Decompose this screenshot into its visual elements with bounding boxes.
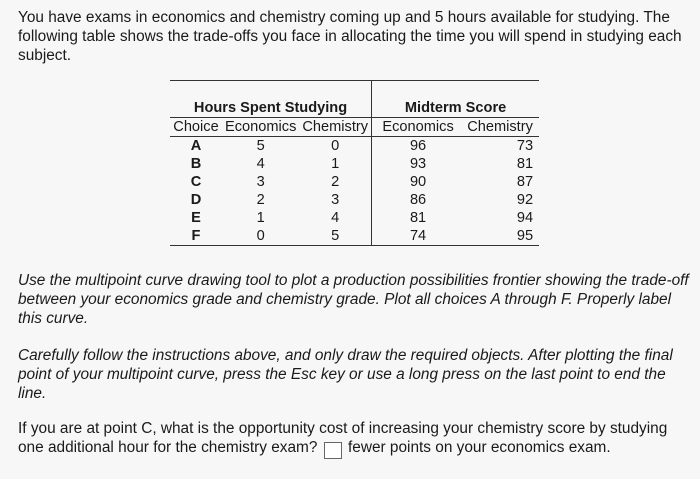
hours-chemistry-cell: 2 — [299, 173, 371, 191]
group-header-row — [170, 99, 539, 118]
choice-cell: C — [190, 174, 202, 190]
opportunity-cost-question — [18, 419, 690, 459]
table-row — [170, 155, 539, 173]
table-row — [170, 227, 539, 246]
col-header-score-economics: Economics — [372, 118, 465, 137]
instruction-paragraph: Carefully follow the instructions above, and only draw the required objects. After plotting the final point of your multipoint curve, press the Esc key or use a long press on the last point to end the line. — [18, 347, 673, 402]
table-row — [170, 191, 539, 209]
score-group-header: Midterm Score — [404, 100, 507, 116]
score-chemistry-cell: 94 — [516, 210, 534, 226]
question-text: If you are at point C, what is the opportunity cost of increasing your chemistry score by studying one additional hour for the chemistry exam? — [18, 420, 668, 456]
choice-cell: B — [190, 156, 202, 172]
hours-chemistry-cell: 0 — [299, 137, 371, 156]
hours-economics-cell: 0 — [222, 227, 299, 246]
table-row — [170, 137, 539, 156]
table-row — [170, 209, 539, 227]
hours-economics-cell: 4 — [256, 156, 265, 172]
hours-chemistry-cell: 1 — [299, 155, 371, 173]
hours-chemistry-cell: 4 — [299, 209, 371, 227]
score-chemistry-cell: 87 — [516, 174, 534, 190]
hours-chemistry-cell: 3 — [299, 191, 371, 209]
instruction-paragraph: Use the multipoint curve drawing tool to plot a production possibilities frontier showing the trade-off between your economics grade and chemistry grade. Plot all choices A through F. Properly label this curve. — [18, 272, 689, 327]
answer-input[interactable] — [324, 442, 342, 459]
question-suffix: fewer points on your economics exam. — [348, 439, 611, 456]
hours-economics-cell: 5 — [256, 138, 265, 154]
score-chemistry-cell: 92 — [516, 192, 534, 208]
score-chemistry-cell: 81 — [516, 156, 534, 172]
choice-cell: E — [191, 210, 201, 226]
col-header-score-chemistry: Chemistry — [464, 118, 539, 137]
score-economics-cell: 86 — [409, 192, 427, 208]
col-header-choice: Choice — [170, 118, 222, 137]
top-rule-right — [372, 81, 540, 100]
hours-chemistry-cell: 5 — [299, 227, 371, 246]
hours-economics-cell: 1 — [256, 210, 265, 226]
column-header-row — [170, 118, 539, 137]
score-economics-cell: 96 — [409, 138, 427, 154]
choice-cell: F — [170, 227, 222, 246]
hours-economics-cell: 3 — [256, 174, 265, 190]
score-economics-cell: 81 — [409, 210, 427, 226]
top-rule-left — [170, 81, 372, 100]
table-row — [170, 173, 539, 191]
trade-off-table — [170, 80, 539, 246]
score-chemistry-cell: 73 — [516, 138, 534, 154]
top-rule-row — [170, 81, 539, 100]
score-economics-cell: 74 — [372, 227, 465, 246]
hours-group-header: Hours Spent Studying — [170, 99, 372, 118]
col-header-hours-chemistry: Chemistry — [299, 118, 371, 137]
score-economics-cell: 93 — [409, 156, 427, 172]
col-header-hours-economics: Economics — [222, 118, 299, 137]
score-economics-cell: 90 — [409, 174, 427, 190]
intro-text: You have exams in economics and chemistry coming up and 5 hours available for studying. The following table shows the trade-offs you face in allocating the time you will spend in studying each subject. — [18, 9, 682, 64]
choice-cell: A — [190, 138, 202, 154]
score-chemistry-cell: 95 — [464, 227, 539, 246]
choice-cell: D — [190, 192, 202, 208]
hours-economics-cell: 2 — [256, 192, 265, 208]
